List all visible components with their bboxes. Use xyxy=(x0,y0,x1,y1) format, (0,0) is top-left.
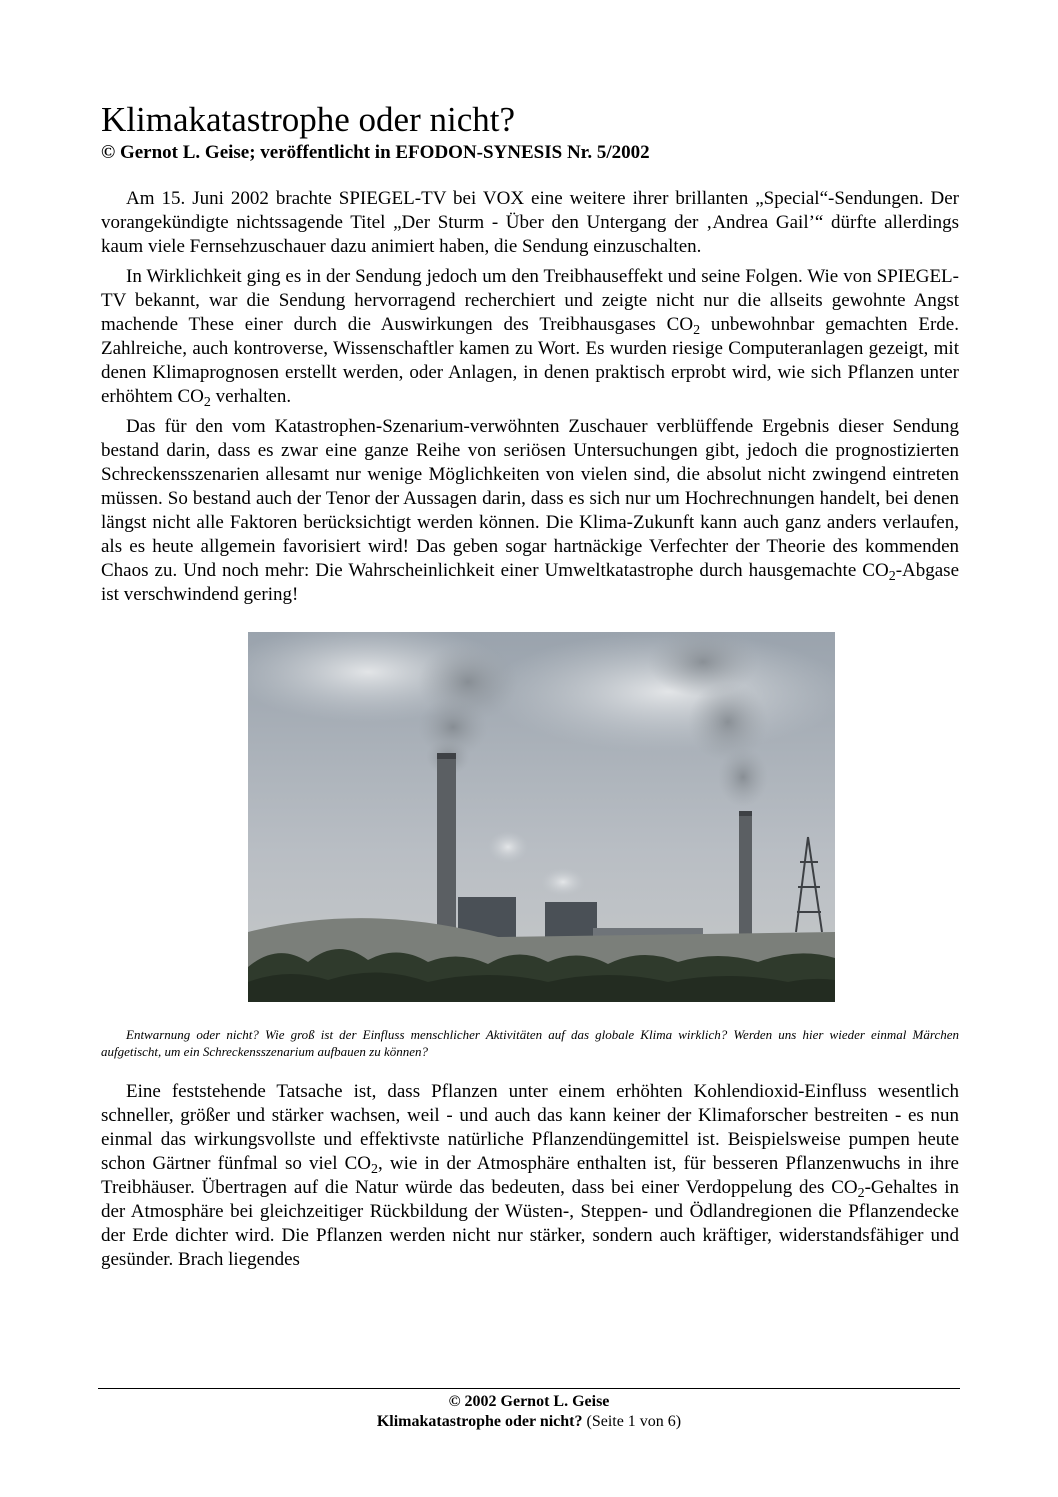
paragraph-text: verhalten. xyxy=(210,386,292,407)
byline xyxy=(101,141,959,165)
paragraph-text: , wie in der Atmosphäre enthalten ist, für besseren Pflanzenwuchs in ihre Treibhäuser. Übertragen auf die Natur würde das bedeuten, dass bei einer Verdoppelung des CO xyxy=(101,1153,959,1198)
article-body-continued xyxy=(101,1080,959,1272)
byline-text: Gernot L. Geise; veröffentlicht in EFODON-SYNESIS Nr. 5/2002 xyxy=(119,142,650,163)
footer-divider xyxy=(98,1388,960,1389)
paragraph-2 xyxy=(101,265,959,409)
paragraph-3 xyxy=(101,415,959,607)
paragraph-text: Eine feststehende Tatsache ist, dass Pflanzen unter einem erhöhten Kohlendioxid-Einfluss wesentlich schneller, größer und stärker wachsen, weil - und auch das kann keiner der Klimaforscher bestreiten - es nun einmal das wirkungsvollste und effektivste natürliche Pflanzendüngemittel ist. Beispielsweise pumpen heute schon Gärtner fünfmal so viel CO xyxy=(101,1081,959,1174)
figure xyxy=(101,632,959,1060)
footer-page-number: (Seite 1 von 6) xyxy=(586,1413,682,1430)
subscript: 2 xyxy=(888,569,896,584)
document-page xyxy=(101,100,959,1272)
footer-title: Klimakatastrophe oder nicht? xyxy=(376,1413,583,1430)
paragraph-1 xyxy=(101,187,959,259)
footer-copyright-symbol: © xyxy=(448,1393,461,1410)
paragraph-text: In Wirklichkeit ging es in der Sendung jedoch um den Treibhauseffekt und seine Folgen. Wie von SPIEGEL-TV bekannt, war die Sendung hervorragend recherchiert und zeigte nicht nur die allseits gewohnte Angst machende These einer durch die Auswirkungen des Treibhausgases CO xyxy=(101,266,959,335)
power-plant-photo xyxy=(248,632,835,1002)
paragraph-text: Am 15. Juni 2002 brachte SPIEGEL-TV bei VOX eine weitere ihrer brillanten „Special“-Sendungen. Der vorangekündigte nichtssagende Titel „Der Sturm - Über den Untergang der ‚Andrea Gail’“ dürfte allerdings kaum viele Fernsehzuschauer dazu animiert haben, die Sendung einzuschalten. xyxy=(101,188,959,257)
copyright-symbol: © xyxy=(101,142,116,163)
paragraph-text: -Abgase ist verschwindend gering! xyxy=(101,560,959,605)
figure-caption: Entwarnung oder nicht? Wie groß ist der Einfluss menschlicher Aktivitäten auf das globale Klima wirklich? Werden uns hier wieder einmal Märchen aufgetischt, um ein Schreckensszenarium aufbauen zu können? xyxy=(101,1027,959,1059)
paragraph-4 xyxy=(101,1080,959,1272)
subscript: 2 xyxy=(857,1186,865,1201)
footer-line-2 xyxy=(98,1412,960,1432)
page-title: Klimakatastrophe oder nicht? xyxy=(101,100,516,139)
paragraph-text: -Gehaltes in der Atmosphäre bei gleichzeitiger Rückbildung der Wüsten-, Steppen- und Ödlandregionen die Pflanzendecke der Erde dichter wird. Die Pflanzen werden nicht nur stärker, sondern auch kräftiger, widerstandsfähiger und gesünder. Brach liegendes xyxy=(101,1177,960,1270)
footer-author: 2002 Gernot L. Geise xyxy=(464,1393,610,1410)
paragraph-text: Das für den vom Katastrophen-Szenarium-verwöhnten Zuschauer verblüffende Ergebnis dieser Sendung bestand darin, dass es zwar eine ganze Reihe von seriösen Untersuchungen gibt, jedoch die prognostizierten Schreckensszenarien allesamt nur wenige Möglichkeiten von vielen sind, die absolut nicht zwingend eintreten müssen. So bestand auch der Tenor der Aussagen darin, dass es sich nur um Hochrechnungen handelt, bei denen längst nicht alle Faktoren berücksichtigt werden können. Die Klima-Zukunft kann auch ganz anders verlaufen, als es heute allgemein favorisiert wird! Das geben sogar hartnäckige Verfechter der Theorie des kommenden Chaos zu. Und noch mehr: Die Wahrscheinlichkeit einer Umweltkatastrophe durch hausgemachte CO xyxy=(101,416,959,581)
subscript: 2 xyxy=(203,395,211,410)
subscript: 2 xyxy=(371,1162,379,1177)
footer-line-1 xyxy=(98,1392,960,1412)
subscript: 2 xyxy=(693,323,701,338)
paragraph-text: unbewohnbar gemachten Erde. Zahlreiche, auch kontroverse, Wissenschaftler kamen zu Wort. Es wurden riesige Computeranlagen gezeigt, mit denen Klimaprognosen erstellt werden, oder Anlagen, in denen praktisch erprobt wird, wie sich Pflanzen unter erhöhtem CO xyxy=(101,314,959,407)
article-body xyxy=(101,187,959,607)
page-footer xyxy=(98,1392,960,1432)
